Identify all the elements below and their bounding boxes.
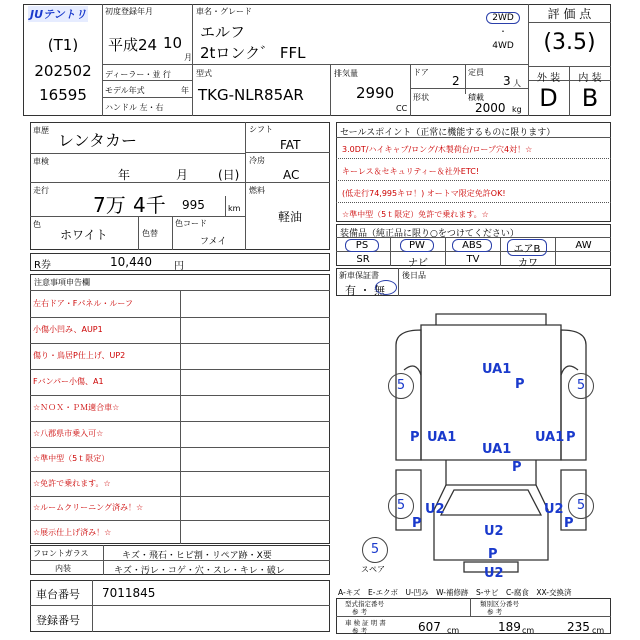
inspection-year: 年 — [118, 168, 131, 182]
header-frame — [23, 4, 611, 116]
exterior-grade: D — [539, 84, 558, 112]
equip-tv: TV — [466, 254, 480, 265]
lot-code: (T1) — [47, 36, 79, 54]
damage-mark: P — [410, 430, 420, 445]
glass-value: キズ・飛石・ヒビ割・リペア跡・X要 — [122, 551, 272, 561]
equip-leather: カワ — [518, 258, 538, 269]
selling-point: (低走行74,995キロ！) オートマ限定免許OK! — [342, 189, 506, 198]
id-number-1: 202502 — [34, 62, 92, 80]
recycle-value: 10,440 — [110, 255, 152, 269]
spec-label-2: 類別区分番号 — [480, 600, 519, 608]
note-line: ☆免許で乗れます。☆ — [33, 479, 111, 488]
damage-mark: UA1 — [427, 430, 457, 445]
glass-label: フロントガラス — [33, 549, 89, 558]
length-label: 車 検 証 明 書 — [345, 619, 386, 627]
inspection-day: (日) — [218, 168, 240, 182]
rating-score: (3.5) — [543, 30, 596, 55]
color-code-value: フメイ — [200, 237, 227, 247]
inspection-label: 車検 — [33, 157, 49, 166]
rating-circle: 5 — [568, 493, 594, 519]
damage-mark: U2 — [544, 502, 564, 517]
truck-cab-outline — [446, 460, 536, 485]
equip-pw: PW — [400, 239, 434, 252]
fuel-value: 軽油 — [278, 210, 303, 224]
warranty-selected-mark — [375, 280, 397, 295]
damage-mark: P — [412, 516, 422, 531]
mileage-unit: km — [228, 204, 241, 213]
color-change-label: 色替 — [142, 229, 158, 238]
damage-mark: U2 — [425, 502, 445, 517]
name-grade-label: 車名・グレード — [196, 7, 252, 16]
damage-mark: P — [566, 430, 576, 445]
first-reg-label: 初度登録年月 — [105, 7, 153, 16]
color-value: ホワイト — [60, 228, 108, 242]
first-reg-month-unit: 月 — [184, 53, 192, 62]
door-label: ドア — [413, 68, 429, 77]
door-value: 2 — [452, 74, 460, 88]
damage-mark: UA1 — [482, 442, 512, 457]
note-line: ☆ＮＯＸ・ＰＭ適合車☆ — [33, 403, 120, 412]
note-line: ☆八郡県市乗入可☆ — [33, 429, 104, 438]
mileage-sen: 4千 — [133, 193, 166, 217]
type-label: 型式 — [196, 69, 212, 78]
damage-mark: U2 — [484, 524, 504, 539]
length-value: 607 — [418, 620, 441, 634]
inspection-month: 月 — [176, 168, 189, 182]
truck-roof-top — [436, 314, 546, 325]
note-line: Fバンパー小傷、A1 — [33, 377, 104, 386]
equip-ps: PS — [345, 239, 379, 252]
chassis-value: 7011845 — [102, 586, 156, 600]
car-grade: 2tロンク゛ FFL — [200, 44, 306, 62]
model-code: TKG-NLR85AR — [198, 86, 304, 104]
equip-airbag: エアB — [507, 239, 547, 256]
spare-label: スペア — [361, 565, 385, 574]
load-value: 2000 — [475, 101, 506, 115]
load-unit: kg — [512, 105, 522, 114]
spec-ref-2: 参 考 — [487, 608, 503, 616]
color-code-label: 色コード — [175, 219, 207, 228]
capacity-label: 定員 — [468, 68, 484, 77]
history-value: レンタカー — [58, 131, 137, 150]
drive-dot: ・ — [499, 27, 507, 36]
damage-mark: P — [488, 547, 498, 562]
recycle-unit: 円 — [174, 261, 184, 272]
brand-logo: JUテントリ — [30, 8, 87, 21]
damage-mark: U2 — [484, 566, 504, 581]
width-unit: cm — [522, 626, 535, 635]
spec-label-1: 型式指定番号 — [345, 600, 384, 608]
capacity-value: 3 — [503, 74, 511, 88]
interior-grade: B — [581, 84, 599, 112]
rating-circle: 5 — [388, 373, 414, 399]
note-line: ☆展示仕上げ済み！☆ — [33, 528, 112, 537]
width-value: 189 — [498, 620, 521, 634]
load-label: 積載 — [468, 93, 484, 102]
damage-mark: P — [564, 516, 574, 531]
registration-label: 登録番号 — [36, 614, 80, 627]
later-date-label: 後日品 — [402, 271, 426, 280]
exterior-label: 外 装 — [536, 73, 561, 84]
fuel-label: 燃料 — [249, 186, 265, 195]
equipment-title: 装備品（純正品に限り○をつけてください） — [340, 229, 519, 239]
spare-circle: 5 — [362, 537, 388, 563]
damage-legend: A-キズ E-エクボ U-凹み W-補修跡 S-サビ C-腐食 XX-交換済 — [338, 588, 572, 597]
chassis-label: 車台番号 — [36, 588, 80, 601]
capacity-unit: 人 — [513, 79, 521, 88]
selling-point: キーレス＆セキュリティー＆社外ETC! — [342, 167, 480, 176]
equip-abs: ABS — [452, 239, 492, 252]
note-line: ☆準中型（5ｔ限定） — [33, 454, 110, 463]
model-year-unit: 年 — [181, 86, 189, 95]
rating-circle: 5 — [388, 493, 414, 519]
drive-4wd: 4WD — [492, 41, 514, 51]
damage-mark: P — [512, 460, 522, 475]
shift-value: FAT — [280, 138, 301, 152]
handle-label: ハンドル 左・右 — [105, 103, 164, 112]
mileage-rest: 995 — [182, 198, 205, 212]
notes-title: 注意事項申告欄 — [34, 278, 90, 287]
color-label: 色 — [33, 220, 41, 229]
first-reg-month: 10 — [163, 34, 183, 52]
first-reg-era: 平成24 — [108, 36, 158, 54]
truck-windshield — [441, 490, 541, 515]
warranty-value: 有 ・ 無 — [345, 284, 385, 297]
note-line: 傷り・鳥居P仕上げ、UP2 — [33, 351, 126, 360]
height-value: 235 — [567, 620, 590, 634]
mileage-label: 走行 — [33, 186, 49, 195]
rating-label: 評 価 点 — [547, 7, 592, 21]
shift-label: シフト — [249, 125, 273, 134]
damage-mark: P — [515, 377, 525, 392]
selling-points-title: セールスポイント（正常に機能するものに限ります） — [340, 128, 556, 138]
ac-label: 冷房 — [249, 156, 265, 165]
selling-point: ☆準中型（5ｔ限定）免許で乗れます。☆ — [342, 210, 489, 219]
recycle-label: R券 — [34, 260, 51, 271]
length-unit: cm — [447, 626, 460, 635]
length-ref: 参 考 — [352, 627, 368, 635]
equip-aw: AW — [575, 240, 592, 251]
interior-label: 内 装 — [578, 73, 602, 84]
mileage-man: 7万 — [93, 193, 126, 217]
displacement-label: 排気量 — [334, 69, 358, 78]
warranty-label: 新車保証書 — [339, 271, 379, 280]
displacement-value: 2990 — [356, 84, 395, 102]
drive-2wd: 2WD — [486, 12, 520, 24]
interior-row-value: キズ・汚レ・コゲ・穴・スレ・キレ・破レ — [114, 566, 285, 576]
damage-mark: UA1 — [482, 362, 512, 377]
model-year-label: モデル年式 — [105, 86, 145, 95]
shape-label: 形状 — [413, 93, 429, 102]
equip-sr: SR — [356, 254, 370, 265]
damage-mark: UA1 — [535, 430, 565, 445]
spec-ref-1: 参 考 — [352, 608, 368, 616]
note-line: ☆ルームクリーニング済み！☆ — [33, 503, 144, 512]
ac-value: AC — [283, 168, 300, 182]
interior-row-label: 内装 — [55, 564, 71, 573]
rating-circle: 5 — [568, 373, 594, 399]
dealer-label: ディーラー・並 行 — [105, 70, 171, 79]
equip-navi: ナビ — [408, 258, 428, 269]
note-line: 小傷小凹み、AUP1 — [33, 325, 103, 334]
selling-point: 3.0DT/ハイキャブ/ロング/木製荷台/ロープ穴4対！☆ — [342, 145, 533, 154]
displacement-unit: CC — [396, 104, 408, 113]
note-line: 左右ドア・Fパネル・ルーフ — [33, 299, 133, 308]
car-name: エルフ — [200, 23, 246, 41]
id-number-2: 16595 — [39, 86, 87, 104]
history-label: 車歴 — [33, 126, 49, 135]
height-unit: cm — [592, 626, 605, 635]
